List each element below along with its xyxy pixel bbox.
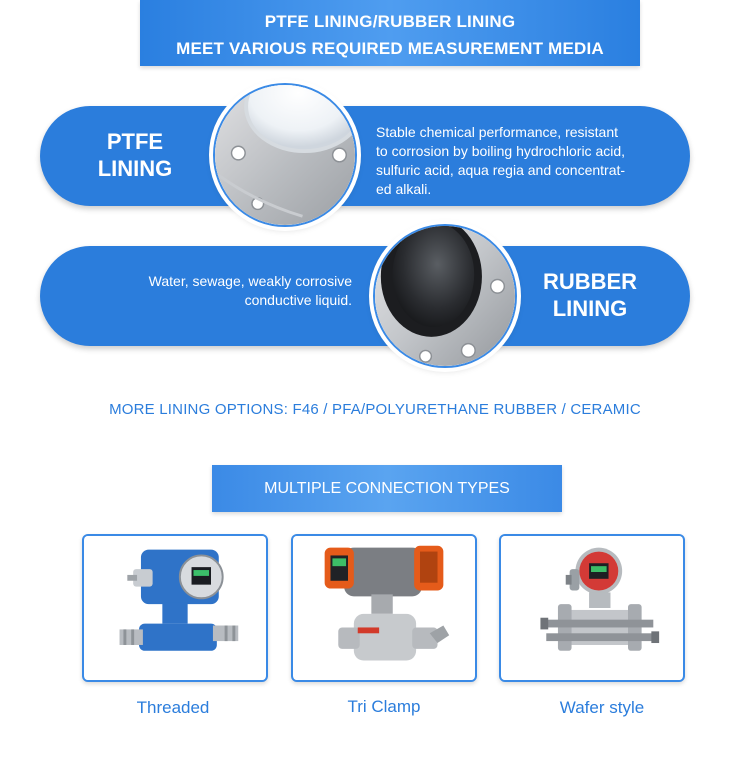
ptfe-desc-line-4: ed alkali.: [376, 181, 432, 197]
banner-line-1: PTFE LINING/RUBBER LINING: [264, 12, 516, 31]
rubber-desc-line-2: conductive liquid.: [244, 292, 352, 308]
rubber-lining-title: [520, 268, 660, 322]
wafer-style-card: [499, 534, 685, 682]
tri-clamp-meter-illustration: [293, 536, 475, 680]
more-lining-options: MORE LINING OPTIONS: F46 / PFA/POLYURETHANE RUBBER / CERAMIC: [109, 401, 641, 418]
rubber-flange-photo: [373, 224, 517, 368]
ptfe-title-line-2: LINING: [97, 156, 173, 181]
ptfe-lining-panel: [40, 106, 690, 206]
threaded-label: Threaded: [136, 698, 210, 717]
ptfe-desc-line-2: to corrosion by boiling hydrochloric acid,: [376, 143, 626, 159]
ptfe-desc-line-1: Stable chemical performance, resistant: [376, 124, 618, 140]
tri-clamp-label: Tri Clamp: [347, 697, 421, 716]
ptfe-flange-photo: [213, 83, 357, 227]
wafer-meter-illustration: [501, 536, 683, 680]
rubber-flange-illustration: [375, 226, 515, 366]
ptfe-title-line-1: PTFE: [106, 129, 164, 154]
banner-line-2: MEET VARIOUS REQUIRED MEASUREMENT MEDIA: [176, 39, 604, 58]
top-banner: [140, 0, 640, 66]
ptfe-lining-description: [376, 123, 676, 199]
tri-clamp-card: [291, 534, 477, 682]
rubber-lining-description: [80, 272, 352, 310]
ptfe-flange-illustration: [215, 85, 355, 225]
ptfe-desc-line-3: sulfuric acid, aqua regia and concentrat-: [376, 162, 626, 178]
rubber-desc-line-1: Water, sewage, weakly corrosive: [148, 273, 352, 289]
rubber-title-line-1: RUBBER: [542, 269, 638, 294]
ptfe-lining-title: [80, 128, 190, 182]
wafer-style-label: Wafer style: [559, 698, 645, 717]
threaded-meter-illustration: [84, 536, 266, 680]
rubber-lining-panel: [40, 246, 690, 346]
connection-types-banner: MULTIPLE CONNECTION TYPES: [212, 465, 562, 512]
threaded-card: [82, 534, 268, 682]
rubber-title-line-2: LINING: [552, 296, 628, 321]
